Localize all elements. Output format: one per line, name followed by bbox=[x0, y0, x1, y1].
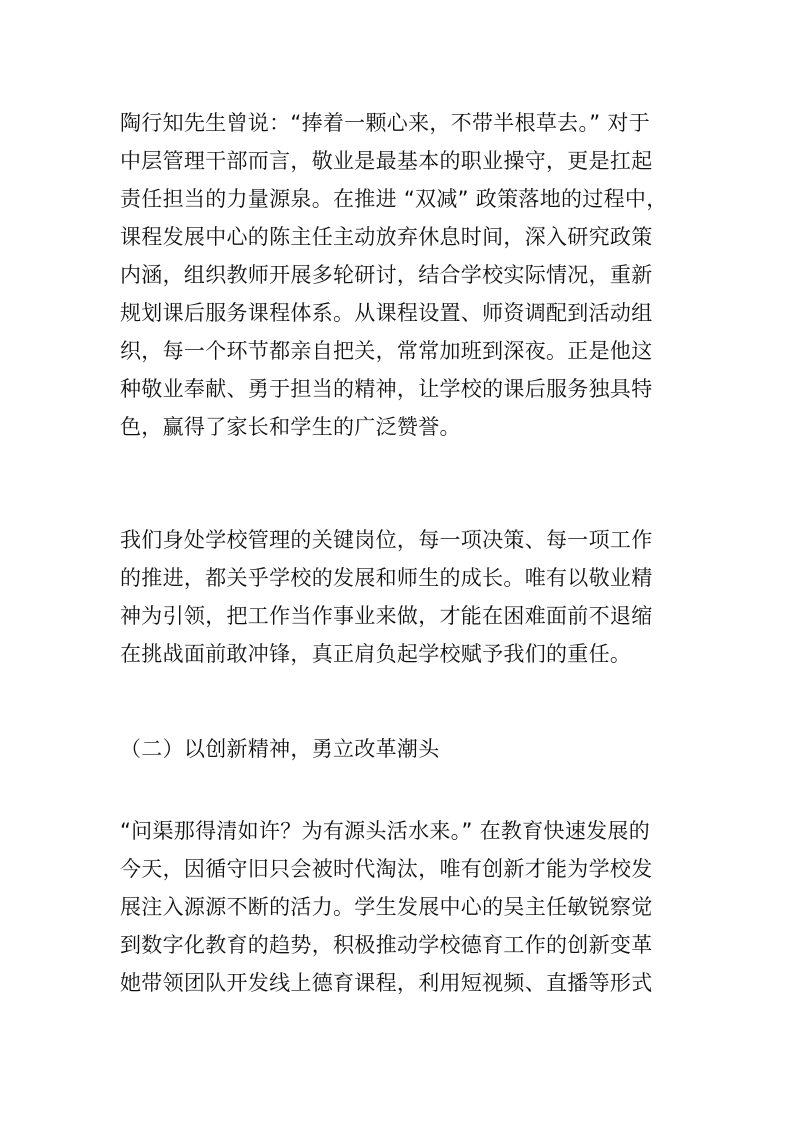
text-line: 中层管理干部而言，敬业是最基本的职业操守，更是扛起 bbox=[120, 149, 653, 173]
text-line: 责任担当的力量源泉。在推进 “双减” 政策落地的过程中， bbox=[120, 187, 668, 211]
text-line: 神为引领，把工作当作事业来做，才能在困难面前不退缩 bbox=[120, 604, 653, 628]
section-heading bbox=[120, 730, 680, 768]
text-line: 陶行知先生曾说：“捧着一颗心来，不带半根草去。” 对于 bbox=[120, 111, 651, 135]
paragraph-innovation bbox=[120, 812, 680, 1002]
text-line: 规划课后服务课程体系。从课程设置、师资调配到活动组 bbox=[120, 301, 653, 325]
text-line: 课程发展中心的陈主任主动放弃休息时间，深入研究政策 bbox=[120, 225, 653, 249]
paragraph-management-role bbox=[120, 521, 680, 673]
text-line: 内涵，组织教师开展多轮研讨，结合学校实际情况，重新 bbox=[120, 263, 653, 287]
text-line: 她带领团队开发线上德育课程，利用短视频、直播等形式 bbox=[120, 971, 653, 995]
text-line: 种敬业奉献、勇于担当的精神，让学校的课后服务独具特 bbox=[120, 377, 653, 401]
text-line: 在挑战面前敢冲锋，真正肩负起学校赋予我们的重任。 bbox=[120, 642, 632, 666]
paragraph-dedication bbox=[120, 104, 680, 446]
text-line: 的推进，都关乎学校的发展和师生的成长。唯有以敬业精 bbox=[120, 566, 653, 590]
text-line: 今天，因循守旧只会被时代淘汰，唯有创新才能为学校发 bbox=[120, 857, 653, 881]
text-line: “问渠那得清如许？为有源头活水来。” 在教育快速发展的 bbox=[120, 819, 651, 843]
text-line: 我们身处学校管理的关键岗位，每一项决策、每一项工作 bbox=[120, 528, 653, 552]
text-line: 到数字化教育的趋势，积极推动学校德育工作的创新变革 bbox=[120, 933, 653, 957]
text-line: 色，赢得了家长和学生的广泛赞誉。 bbox=[120, 415, 461, 439]
section-heading-text: （二）以创新精神，勇立改革潮头 bbox=[120, 737, 440, 761]
text-line: 织，每一个环节都亲自把关，常常加班到深夜。正是他这 bbox=[120, 339, 653, 363]
text-line: 展注入源源不断的活力。学生发展中心的吴主任敏锐察觉 bbox=[120, 895, 653, 919]
